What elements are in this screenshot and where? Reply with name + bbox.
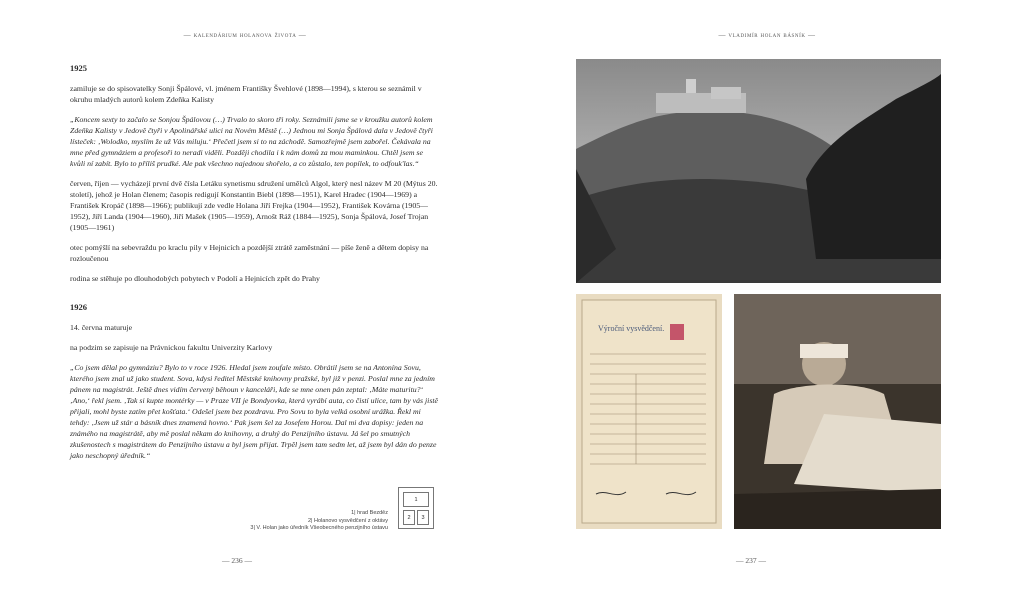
photo-castle-bezdez [576, 59, 941, 283]
paragraph: červen, říjen — vycházejí první dvě čísla Letáku synetismu sdružení umělců Algol, který nesl název M 20 (Mýtus 20. století), jehož je Holan členem; časopis redigují Konstantin Biebl (1898—1951), Karel Hradec (1904—1969) a František Kropáč (1898—1966); publikují zde vedle Holana Jiří Frejka (1904—1952), František Kovárna (1905—1952), Jiří Landa (1904—1960), Jiří Mašek (1905—1959), Arnošt Ráž (1884—1925), Sonja Špálová, Josef Trojan (1905—1961) [70, 179, 438, 232]
page-number-left: — 236 — [222, 556, 252, 565]
paragraph: rodina se stěhuje po dlouhodobých pobytech v Podolí a Hejnicích zpět do Prahy [70, 274, 320, 283]
photo-holan-clerk [734, 294, 941, 529]
caption-3: 3| V. Holan jako úředník Všeobecného penzijního ústavu [250, 525, 388, 531]
text-column [70, 63, 438, 461]
paragraph: otec pomýšlí na sebevraždu po kraclu pily v Hejnicích a pozdější ztrátě zaměstnání — píše ženě a dětem dopisy na rozloučenou [70, 243, 429, 263]
image-layout-key [398, 487, 434, 529]
certificate-title: Výroční vysvědčení. [598, 324, 665, 333]
caption-2: 2| Holanovo vysvědčení z oktávy [308, 517, 388, 524]
running-head-right: — vladimír holan básník — [718, 31, 816, 39]
photo-school-certificate [576, 294, 722, 529]
running-head-left: — kalendárium holanova života — [183, 31, 307, 39]
paragraph: na podzim se zapisuje na Právnickou fakultu Univerzity Karlovy [70, 343, 273, 352]
paragraph: 14. června maturuje [70, 323, 133, 332]
right-page [506, 0, 1012, 600]
key-box-3: 3 [417, 510, 429, 525]
key-box-2: 2 [403, 510, 415, 525]
quote-block: „Koncem sexty to začalo se Sonjou Špálovou (…) Trvalo to skoro tři roky. Seznámili jsme se v kroužku autorů kolem Zdeňka Kalisty v Jedově čtyři v Apolinářské ulici na Novém Městě (…) Jednou mi Sonja Špálová dala v Jedově čtyři lísteček: ‚Wolodko, myslím že už Vás miluju.‘ Přečetl jsem si to na záchodě. Samozřejmě jsem zabořel. Čekávala na mne před gymnáziem a profesoři to neradi viděli. Později chodila i k nám domů za mou maminkou. Chtěl jsem se kvůli ní zabít. Bylo to příliš prudké. Ale pak všechno najednou shořelo, a co zůstalo, ten popílek, to odfouk'las.“ [70, 115, 433, 168]
year-heading-1925: 1925 [70, 63, 87, 73]
key-box-1: 1 [403, 492, 429, 507]
year-heading-1926: 1926 [70, 302, 87, 312]
quote-block: „Co jsem dělal po gymnáziu? Bylo to v roce 1926. Hledal jsem zoufale místo. Obrátil jsem se na Antonína Sovu, kterého jsem znal už jako student. Sova, kdysi ředitel Městské knihovny pražské, byl již v penzi. Poslal mne za jedním pánem na magistrát. Ještě dnes vidím červený běhoun v kanceláři, kde se mne onen pán zeptal: ‚Máte maturitu?‘ ‚Ano,‘ řekl jsem. ‚Tak si kupte montérky — v Praze VII je Bondyovka, která vyrábí auta, co čistí ulice, tam by vás jistě přijali, mohl byste zatím přet košťata.‘ Odešel jsem bez pozdravu. Pro Sovu to byla velká osobní urážka. Řekl mi tehdy: ‚Jsem už stár a básník dnes znamená hovno.‘ Pak jsem šel za Josefem Horou. Dal mi dva dopisy: jeden na známého na magistrátě, aby mě poslal někam do knihovny, a druhý do Penzijního ústavu. Já šel po smutných zkušenostech s magistrátem do Penzijního ústavu a byl jsem přijat. Trpěl jsem tam sedm let, až jsem byl dán do penze jako neschopný úředník.“ [70, 363, 439, 460]
image-captions [238, 510, 388, 533]
paragraph: zamiluje se do spisovatelky Sonji Špálové, vl. jménem Františky Švehlové (1898—1994), s kterou se seznámil v okruhu mladých autorů kolem Zdeňka Kalisty [70, 84, 422, 104]
page-number-right: — 237 — [736, 556, 766, 565]
caption-1: 1| hrad Bezděz [351, 510, 388, 516]
